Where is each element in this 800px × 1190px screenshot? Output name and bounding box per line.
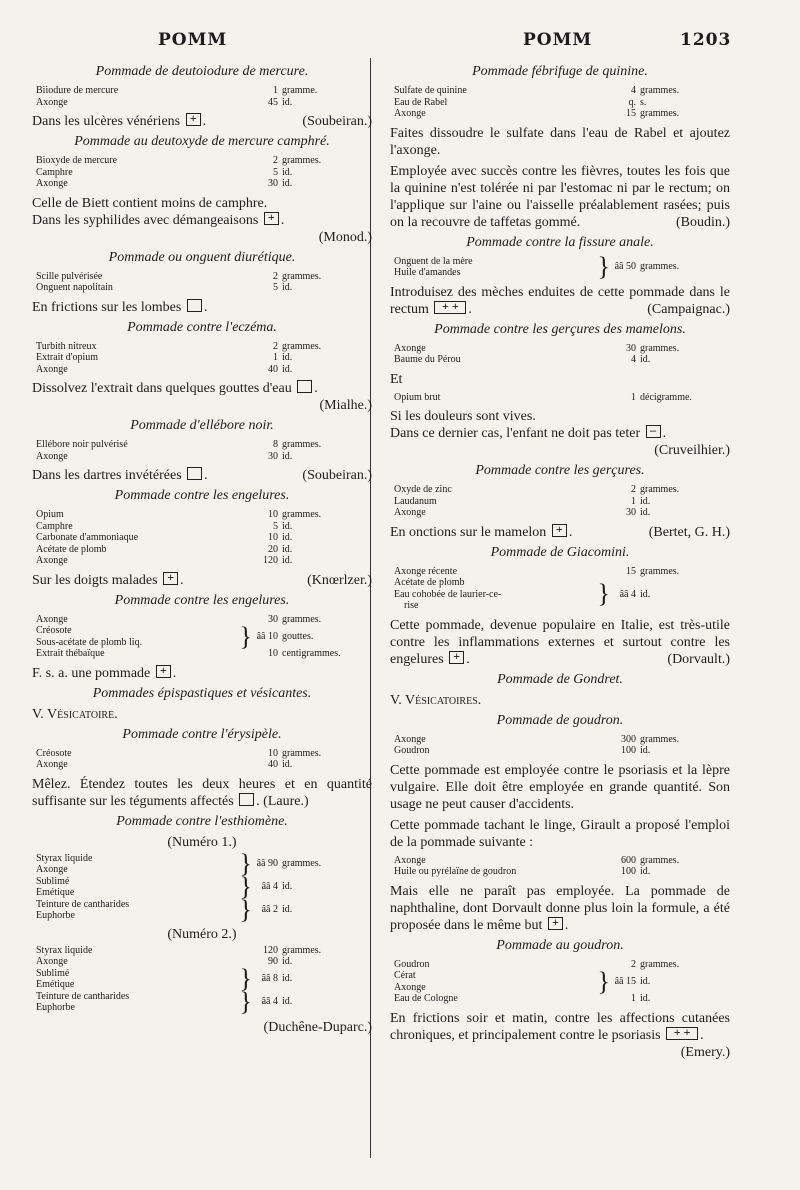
section-heading: Pommades épispastiques et vésicantes. [92,685,312,701]
ingredient: Cérat [394,970,416,981]
brace: } [239,987,252,1016]
quantity: 10 [268,532,278,543]
usage-text: Dans les syphilides avec démangeaisons + . [32,212,372,229]
ingredient: Opium [36,509,64,520]
unit: id. [282,282,293,293]
usage-line: Employée avec succès contre les fièvres, toutes les fois que la quinine n'est tolérée ni par l'estomac ni par le rectum; on l'applique sur l'aine ou l'aisselle préalablement rasées; puis on la recouvre de taffetas gommé. [390,163,730,230]
source-citation: (Knœrlzer.) [307,572,372,588]
usage-line: En frictions soir et matin, contre les affections cutanées chroniques, et principalement contre le psoriasis [390,1010,730,1043]
ingredient: Baume du Pérou [394,354,461,365]
ingredient-table [390,392,730,404]
quantity: ââ 10 [256,630,278,642]
ingredient: Axonge [394,981,426,993]
ingredient: Axonge récente [394,565,458,577]
unit: id. [282,352,293,363]
ingredient: Axonge [36,555,68,566]
square-symbol-icon [239,793,254,806]
recipe-title: Pommade contre l'eczéma. [127,319,277,335]
source-citation: (Soubeiran.) [302,468,372,483]
unit: id. [640,507,651,518]
brace: } [239,895,252,924]
quantity: ââ 4 [261,881,278,893]
quantity: 120 [263,944,278,956]
usage-text: Si les douleurs sont vives. [390,409,536,424]
quantity: 45 [268,96,278,108]
ingredient: Laudanum [394,495,437,507]
quantity: ââ 50 [614,261,636,273]
quantity: 4 [631,85,636,96]
usage-text: Dans ce dernier cas, l'enfant ne doit pas teter – . [390,425,730,442]
quantity: 4 [631,354,636,365]
recipe-title: Pommade contre les engelures. [114,488,290,503]
plus-symbol-icon [264,212,279,225]
ingredient: Sublimé [36,875,70,887]
ingredient-table [32,85,372,108]
ingredient: Euphorbe [36,1002,75,1013]
quantity: q. [628,96,636,108]
quantity: 1 [273,352,278,363]
unit: grammes. [640,85,680,96]
usage-line: Dissolvez l'extrait dans quelques gouttes d'eau [32,381,292,396]
ingredient-table [390,484,730,519]
ingredient-table [390,566,730,612]
ingredient: Sublimé [36,967,70,979]
unit: gramme. [282,85,318,96]
usage-text: Faites dissoudre le sulfate dans l'eau de Rabel et ajoutez l'axonge. [390,125,730,158]
brace: } [239,872,252,901]
usage-text: Cette pommade tachant le linge, Girault a proposé l'emploi de la pommade suivante : [390,817,730,850]
source-citation: (Cruveilhier.) [654,443,730,458]
unit: grammes. [282,340,322,352]
recipe-title: Pommade de deutoiodure de mercure. [95,64,309,79]
right-column [390,60,730,1061]
quantity: 30 [268,178,278,189]
unit: grammes. [640,342,680,354]
ingredient-table [390,734,730,757]
usage-text: Dans les dartres invétérées . (Soubeiran.) [32,468,372,483]
ingredient: Axonge [36,178,68,189]
unit: id. [640,745,651,756]
unit: centigrammes. [282,648,341,659]
quantity: 8 [273,439,278,450]
ingredient: Axonge [36,96,68,108]
source-citation: (Emery.) [680,1044,730,1060]
square-symbol-icon [187,467,202,480]
quantity: 300 [621,733,636,745]
ingredient-table [32,748,372,771]
unit: id. [640,354,651,365]
formula-number: (Numéro 1.) [167,834,237,850]
ingredient: rise [404,600,419,611]
unit: grammes. [640,958,680,970]
quantity: ââ 4 [619,588,636,600]
usage-line: Dans les dartres invétérées [32,468,182,483]
usage-text: En onctions sur le mamelon + . (Bertet, G. H.) [390,524,730,541]
recipe-title: Pommade ou onguent diurétique. [108,249,296,265]
ingredient: Axonge [36,864,68,875]
usage-text: Sur les doigts malades + . (Knœrlzer.) [32,572,372,589]
brace: } [597,966,610,996]
unit: grammes. [640,733,680,745]
unit: id. [282,178,293,189]
unit: id. [640,588,651,600]
double-plus-symbol-icon [666,1027,698,1040]
quantity: 10 [268,509,278,520]
usage-text: Mais elle ne paraît pas employée. La pommade de naphthaline, dont Dorvault donne plus loin la formule, a été proposée dans le même but + . [390,883,730,934]
usage-text: Celle de Biett contient moins de camphre. [32,195,268,211]
unit: grammes. [640,484,680,495]
quantity: 90 [268,956,278,967]
quantity: 5 [273,282,278,293]
quantity: ââ 8 [261,973,278,985]
square-symbol-icon [187,299,202,312]
source-citation: (Monod.) [318,229,372,245]
recipe-title: Pommade contre les engelures. [114,592,290,608]
quantity: 2 [273,340,278,352]
usage-text: Mêlez. Étendez toutes les deux heures et en quantité suffisante sur les téguments affectés . (Laure.) [32,776,372,809]
quantity: 10 [268,747,278,759]
square-symbol-icon [297,380,312,393]
brace: } [239,849,252,878]
brace: } [239,964,252,993]
ingredient: Sulfate de quinine [394,85,467,96]
ingredient: Goudron [394,745,430,756]
ingredient: Axonge [394,507,426,518]
ingredient: Huile ou pyrélaïne de goudron [394,866,517,877]
ingredient: Euphorbe [36,910,75,921]
quantity: ââ 15 [614,975,636,987]
ingredient: Acétate de plomb [394,577,465,588]
unit: id. [282,904,293,916]
quantity: 2 [631,484,636,495]
quantity: 2 [273,155,278,166]
ingredient: Axonge [36,450,68,462]
plus-symbol-icon [449,651,464,664]
plus-symbol-icon [552,524,567,537]
ingredient: Onguent napolitain [36,282,113,293]
ingredient: Eau de Cologne [394,993,458,1004]
usage-line: Mais elle ne paraît pas employée. La pommade de naphthaline, dont Dorvault donne plus loin la formule, a été proposée dans le même but [390,883,730,933]
ingredient-table [390,855,730,878]
quantity: 100 [621,866,636,877]
left-column [32,60,372,1040]
ingredient: Sous-acétate de plomb liq. [36,636,143,648]
brace: } [597,579,610,609]
source-citation: (Laure.) [263,793,309,809]
ingredient-table [390,252,730,281]
source-citation: (Duchêne-Duparc.) [263,1019,372,1035]
source-citation: (Soubeiran.) [302,114,372,129]
unit: id. [282,881,293,893]
quantity: 20 [268,543,278,555]
ingredient: Oxyde de zinc [394,484,452,495]
usage-line: Dans ce dernier cas, l'enfant ne doit pas teter [390,426,641,441]
ingredient-table [390,959,730,1005]
quantity: 100 [621,745,636,756]
quantity: 1 [631,993,636,1004]
formula-number: (Numéro 2.) [167,926,237,942]
recipe-title: Pommade d'ellébore noir. [130,418,274,433]
usage-text: Cette pommade est employée contre le psoriasis et la lèpre vulgaire. Elle doit être employée en grande quantité. Son usage ne peut causer d'accidents. [390,762,730,812]
quantity: 1 [631,495,636,507]
unit: id. [640,993,651,1004]
plus-symbol-icon [186,113,201,126]
unit: grammes. [282,439,322,450]
ingredient-table [32,614,372,660]
ingredient: Bioxyde de mercure [36,155,118,166]
ingredient: Axonge [36,956,68,967]
ingredient: Camphre [36,520,73,532]
plus-symbol-icon [156,665,171,678]
conjunction-text: Et [390,371,403,387]
ingredient: Axonge [36,759,68,770]
ingredient: Turbith nitreux [36,340,97,352]
source-citation: (Mialhe.) [319,398,372,413]
ingredient: Biiodure de mercure [36,85,119,96]
quantity: 120 [263,555,278,566]
source-citation: (Bertet, G. H.) [648,524,730,540]
unit: id. [640,866,651,877]
ingredient: Axonge [36,363,68,375]
unit: décigramme. [640,391,692,403]
double-plus-symbol-icon [434,301,466,314]
usage-line: En frictions sur les lombes [32,299,182,315]
ingredient: Acétate de plomb [36,543,107,555]
ingredient: Extrait thébaïque [36,648,105,659]
unit: id. [282,166,293,178]
recipe-title: Pommade de Gondret. [497,671,623,687]
recipe-title: Pommade contre l'esthiomène. [116,813,288,829]
ingredient: Axonge [394,854,426,866]
unit: grammes. [640,565,680,577]
ingredient: Opium brut [394,391,441,403]
ingredient-table [32,849,372,924]
recipe-title: Pommade au deutoxyde de mercure camphré. [74,134,330,149]
usage-line: Cette pommade, devenue populaire en Italie, est très-utile contre les inflammations externes et surtout contre les engelures [390,617,730,667]
ingredient: Axonge [394,108,426,119]
quantity: ââ 90 [256,858,278,870]
quantity: 5 [273,166,278,178]
ingredient: Camphre [36,166,73,178]
section-label: V. Vésicatoire. [32,706,118,722]
unit: s. [640,96,647,108]
source-citation: (Boudin.) [675,214,730,230]
source-citation: (Campaignac.) [647,301,730,317]
unit: gouttes. [282,630,314,642]
ingredient: Styrax liquide [36,852,93,864]
usage-text: Dissolvez l'extrait dans quelques gouttes d'eau . [32,381,318,396]
unit: id. [282,532,293,543]
minus-symbol-icon [646,425,661,438]
quantity: 5 [273,520,278,532]
usage-text: Introduisez des mèches enduites de cette pommade dans le rectum + + . (Campaignac.) [390,284,730,318]
unit: id. [640,975,651,987]
ingredient: Styrax liquide [36,944,93,956]
ingredient: Scille pulvérisée [36,270,103,282]
ingredient: Teinture de cantharides [36,898,130,910]
unit: grammes. [640,261,680,273]
usage-text: F. s. a. une pommade + . [32,665,372,682]
recipe-title: Pommade contre les gerçures. [475,463,645,478]
ingredient: Axonge [394,733,426,745]
quantity: 40 [268,759,278,770]
ingredient: Huile d'amandes [394,267,461,278]
quantity: 40 [268,363,278,375]
quantity: ââ 4 [261,996,278,1008]
recipe-title: Pommade de Giacomini. [490,544,630,560]
recipe-title: Pommade contre l'érysipèle. [122,726,282,742]
ingredient: Créosote [36,747,72,759]
recipe-title: Pommade de goudron. [496,712,624,728]
usage-line: Mêlez. Étendez toutes les deux heures et en quantité suffisante sur les téguments affectés [32,776,372,809]
usage-text: Dans les ulcères vénériens + . (Soubeiran.) [32,113,372,130]
ingredient: Eau de Rabel [394,96,448,108]
recipe-title: Pommade fébrifuge de quinine. [472,64,648,79]
quantity: 1 [273,85,278,96]
usage-line: En onctions sur le mamelon [390,524,547,540]
unit: grammes. [640,854,680,866]
unit: id. [282,759,293,770]
usage-text: Cette pommade, devenue populaire en Italie, est très-utile contre les inflammations externes et surtout contre les engelures + . (Dorvault.) [390,617,730,668]
unit: grammes. [282,858,322,870]
quantity: 15 [626,565,636,577]
ingredient-table [32,945,372,1014]
plus-symbol-icon [548,917,563,930]
running-head-left: POMM [158,30,228,50]
quantity: 600 [621,854,636,866]
ingredient: Extrait d'opium [36,352,99,363]
unit: grammes. [640,108,680,119]
ingredient: Eau cohobée de laurier-ce- [394,588,502,600]
recipe-title: Pommade au goudron. [496,937,624,953]
usage-text [390,163,730,231]
unit: id. [282,96,293,108]
unit: id. [282,996,293,1008]
ingredient: Carbonate d'ammoniaque [36,532,139,543]
unit: id. [282,363,293,375]
unit: id. [282,555,293,566]
ingredient: Axonge [394,342,426,354]
source-citation: (Dorvault.) [667,651,730,667]
usage-line: Dans les syphilides avec démangeaisons [32,212,259,228]
usage-line: Introduisez des mèches enduites de cette pommade dans le rectum [390,284,730,317]
ingredient-table [390,343,730,366]
unit: id. [282,520,293,532]
section-label: V. Vésicatoires. [390,692,482,708]
ingredient: Ellébore noir pulvérisé [36,439,128,450]
ingredient-table [32,509,372,567]
quantity: 1 [631,391,636,403]
unit: id. [282,956,293,967]
ingredient-table [390,85,730,120]
ingredient: Goudron [394,958,430,970]
unit: grammes. [282,509,322,520]
page-number: 1203 [680,30,732,50]
unit: grammes. [282,944,322,956]
unit: grammes. [282,270,322,282]
usage-line: Dans les ulcères vénériens [32,114,181,129]
quantity: 10 [268,648,278,659]
quantity: ââ 2 [261,904,278,916]
unit: id. [640,495,651,507]
quantity: 30 [268,613,278,625]
ingredient-table [32,155,372,190]
usage-text: En frictions soir et matin, contre les affections cutanées chroniques, et principalement contre le psoriasis + + . (Emery.) [390,1010,730,1044]
brace: } [597,252,610,281]
ingredient: Émétique [36,979,75,990]
ingredient: Axonge [36,613,68,625]
unit: grammes. [282,747,322,759]
recipe-title: Pommade contre les gerçures des mamelons. [434,321,686,337]
unit: id. [282,973,293,985]
quantity: 15 [626,108,636,119]
unit: id. [282,543,293,555]
ingredient-table [32,439,372,462]
running-head-right: POMM [523,30,593,50]
recipe-title: Pommade contre la fissure anale. [466,234,654,250]
ingredient-table [32,341,372,376]
ingredient: Onguent de la mère [394,255,473,267]
plus-symbol-icon [163,572,178,585]
brace: } [239,621,252,651]
quantity: 30 [268,450,278,462]
ingredient-table [32,271,372,294]
quantity: 2 [273,270,278,282]
usage-line: F. s. a. une pommade [32,665,151,681]
unit: grammes. [282,613,322,625]
unit: grammes. [282,155,322,166]
unit: id. [282,450,293,462]
quantity: 2 [631,958,636,970]
quantity: 30 [626,507,636,518]
ingredient: Teinture de cantharides [36,990,130,1002]
ingredient: Émétique [36,887,75,898]
quantity: 30 [626,342,636,354]
ingredient: Créosote [36,625,72,636]
usage-line: Sur les doigts malades [32,572,158,588]
usage-text: En frictions sur les lombes . [32,299,208,315]
